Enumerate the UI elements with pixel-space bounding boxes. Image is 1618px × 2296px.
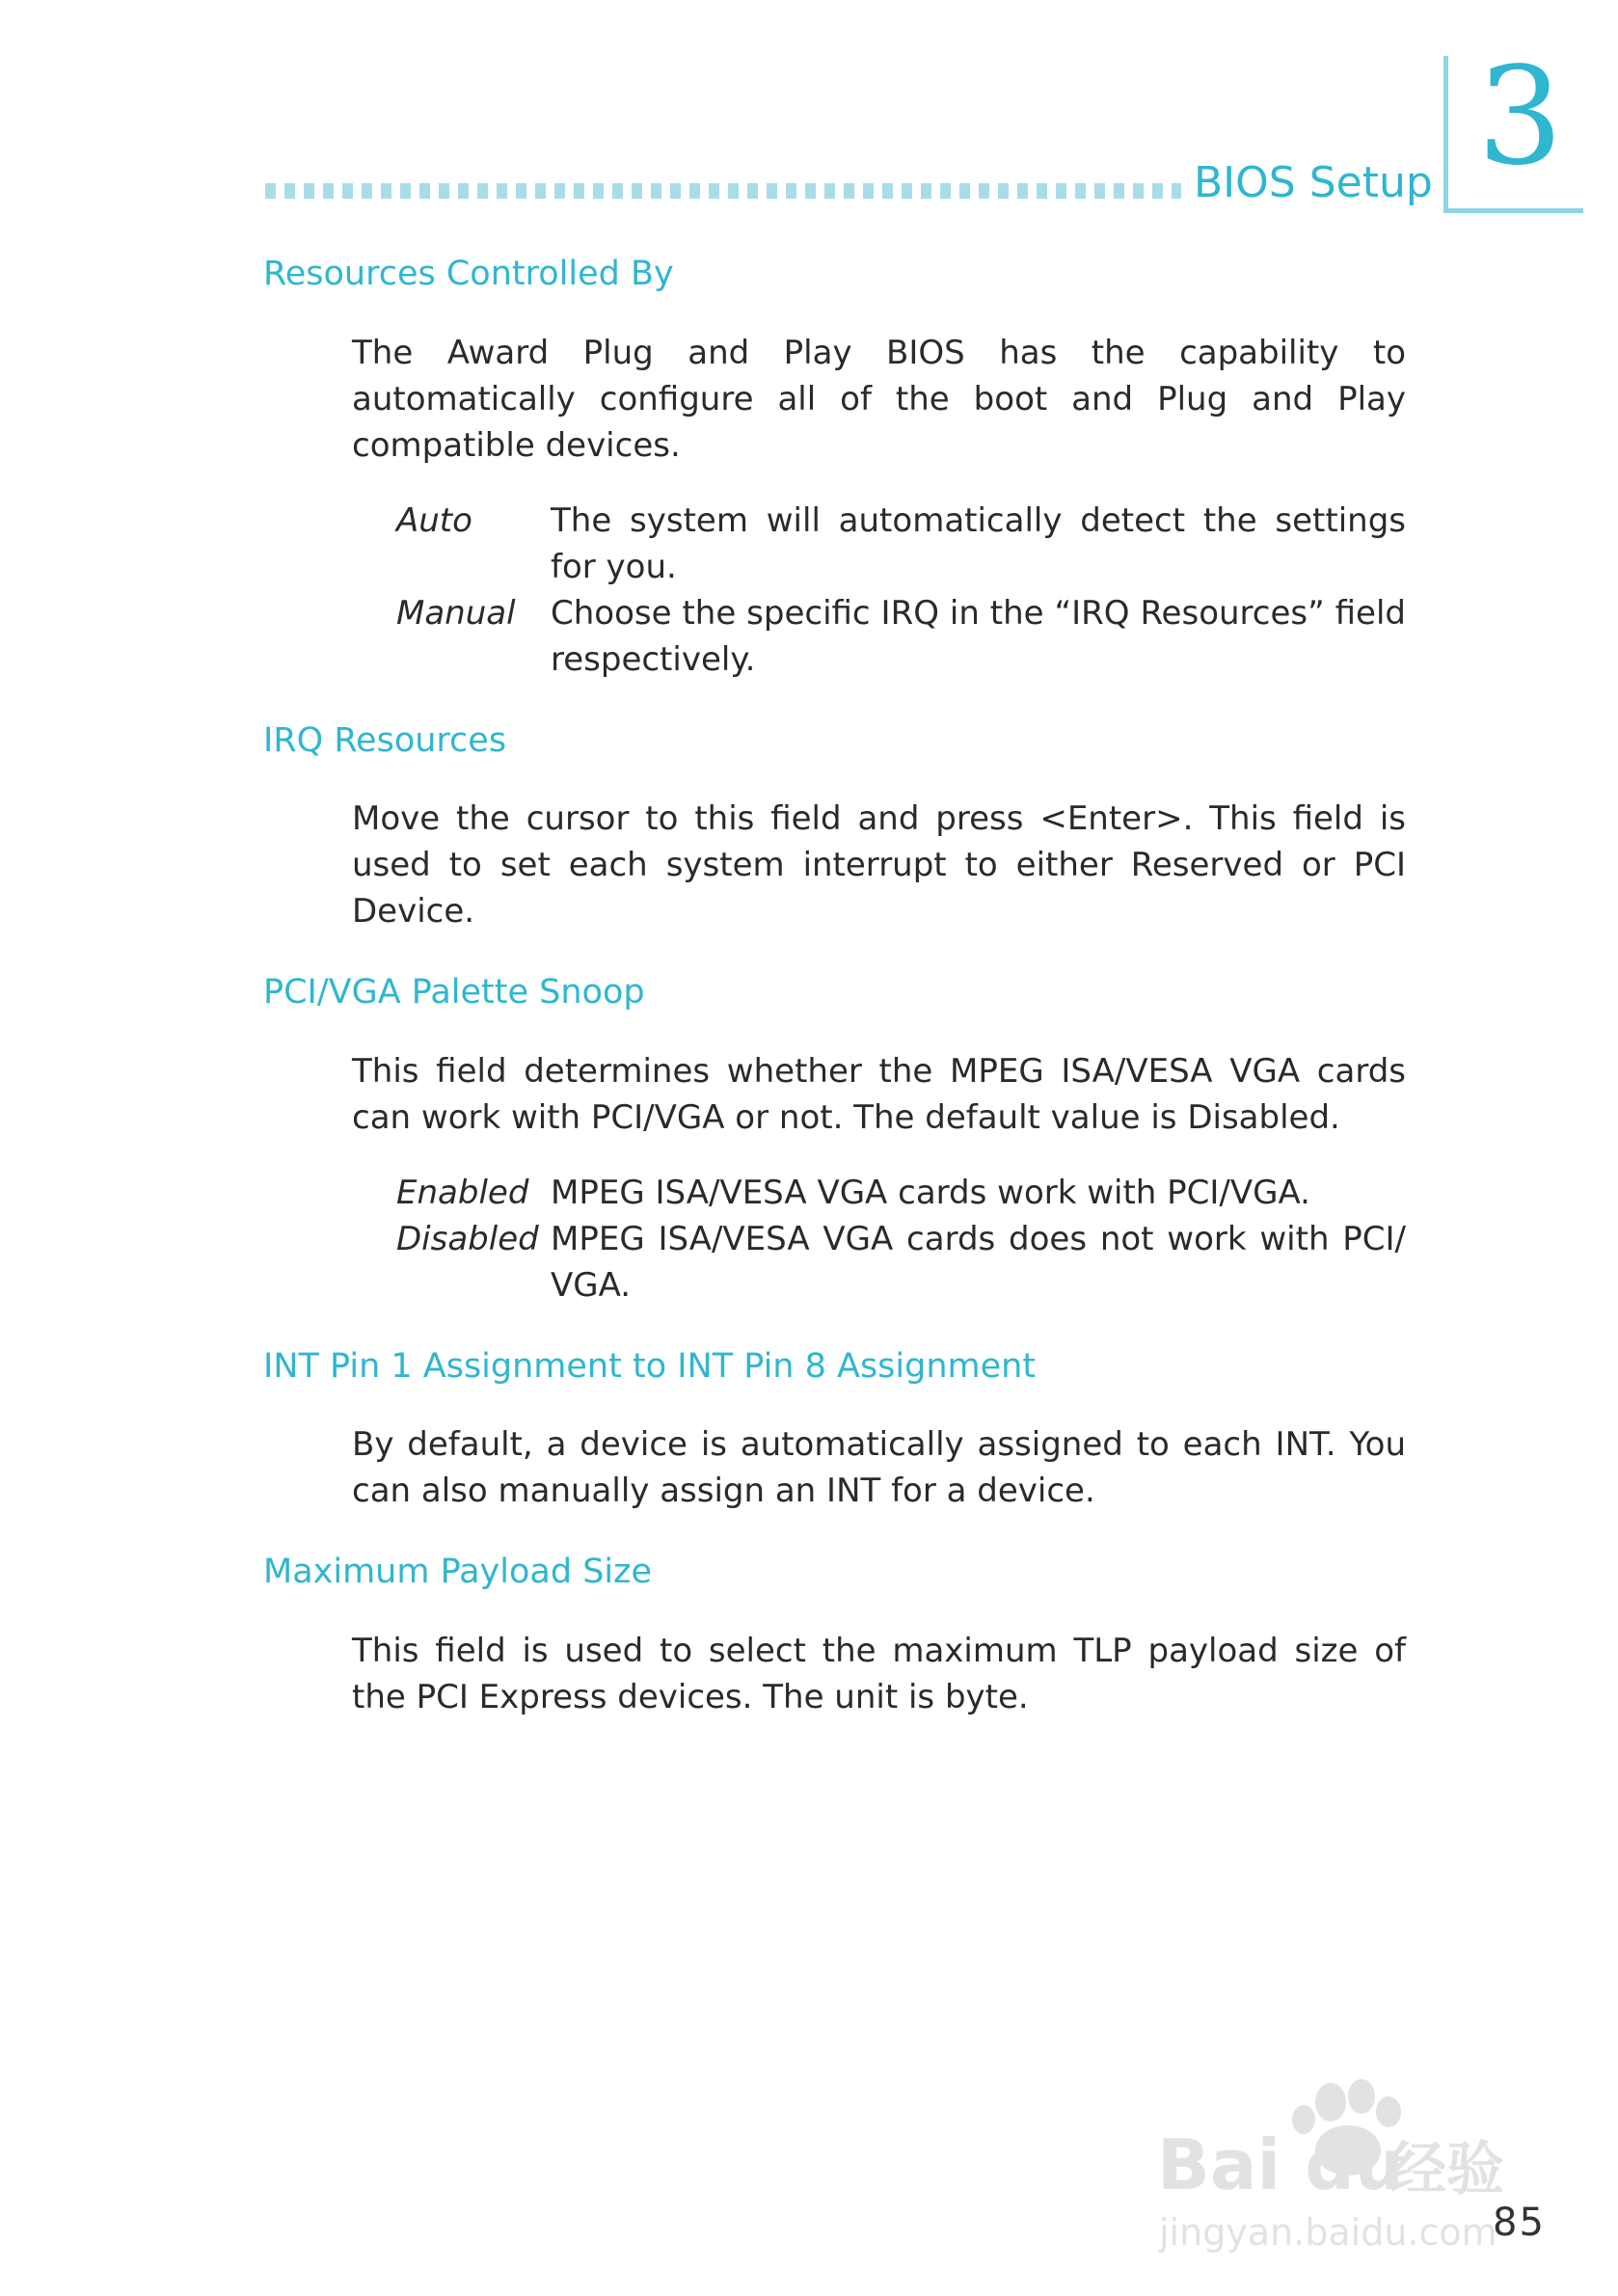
section-heading: PCI/VGA Palette Snoop: [263, 973, 645, 1012]
option-key: Auto: [396, 500, 472, 540]
section-body: This field determines whether the MPEG ISA/VESA VGA cards can work with PCI/VGA or not. The default value is Disabled.: [352, 1051, 1406, 1137]
option-row: [396, 590, 1406, 683]
option-row: [396, 1170, 1406, 1216]
section-body: By default, a device is automatically assigned to each INT. You can also manually assign an INT for a device.: [352, 1425, 1406, 1510]
option-description: MPEG ISA/VESA VGA cards work with PCI/VGA.: [551, 1173, 1310, 1212]
watermark-url: jingyan.baidu.com: [1159, 2211, 1497, 2254]
section-heading: IRQ Resources: [263, 720, 507, 760]
page-number: 85: [1493, 2201, 1546, 2245]
section-irq-resources: [263, 719, 1406, 935]
header-dotted-rule: [265, 183, 1181, 199]
option-row: [396, 498, 1406, 590]
section-pci-vga-palette-snoop: [263, 971, 1406, 1309]
section-heading: INT Pin 1 Assignment to INT Pin 8 Assignment: [263, 1346, 1037, 1386]
section-body: Move the cursor to this field and press <Enter>. This field is used to set each system interrupt to either Reserved or PCI Device.: [352, 799, 1406, 931]
section-body: The Award Plug and Play BIOS has the capability to automatically configure all of the boot and Plug and Play compatible devices.: [352, 333, 1406, 465]
page-content: [263, 253, 1406, 1757]
section-heading: Resources Controlled By: [263, 255, 674, 293]
option-key: Disabled: [396, 1219, 539, 1258]
section-heading: Maximum Payload Size: [263, 1553, 653, 1591]
option-key: Enabled: [396, 1173, 529, 1212]
section-int-pin-assignment: [263, 1345, 1406, 1515]
option-list: [396, 498, 1406, 683]
section-maximum-payload-size: [263, 1551, 1406, 1720]
option-key: Manual: [396, 593, 516, 633]
section-body: This field is used to select the maximum TLP payload size of the PCI Express devices. The unit is byte.: [352, 1631, 1406, 1716]
option-description: Choose the specific IRQ in the “IRQ Resources” field respectively.: [551, 593, 1406, 679]
chapter-number: 3: [1477, 39, 1564, 196]
header-title: BIOS Setup: [1194, 158, 1433, 207]
option-list: [396, 1170, 1406, 1309]
option-description: The system will automatically detect the settings for you.: [551, 500, 1406, 586]
baidu-jingyan-watermark: [1147, 2064, 1514, 2256]
watermark-brand: Bai du: [1157, 2124, 1405, 2205]
option-description: MPEG ISA/VESA VGA cards does not work with PCI/ VGA.: [551, 1219, 1406, 1305]
option-row: [396, 1216, 1406, 1309]
section-resources-controlled-by: [263, 253, 1406, 683]
watermark-label: 经验: [1389, 2136, 1504, 2203]
